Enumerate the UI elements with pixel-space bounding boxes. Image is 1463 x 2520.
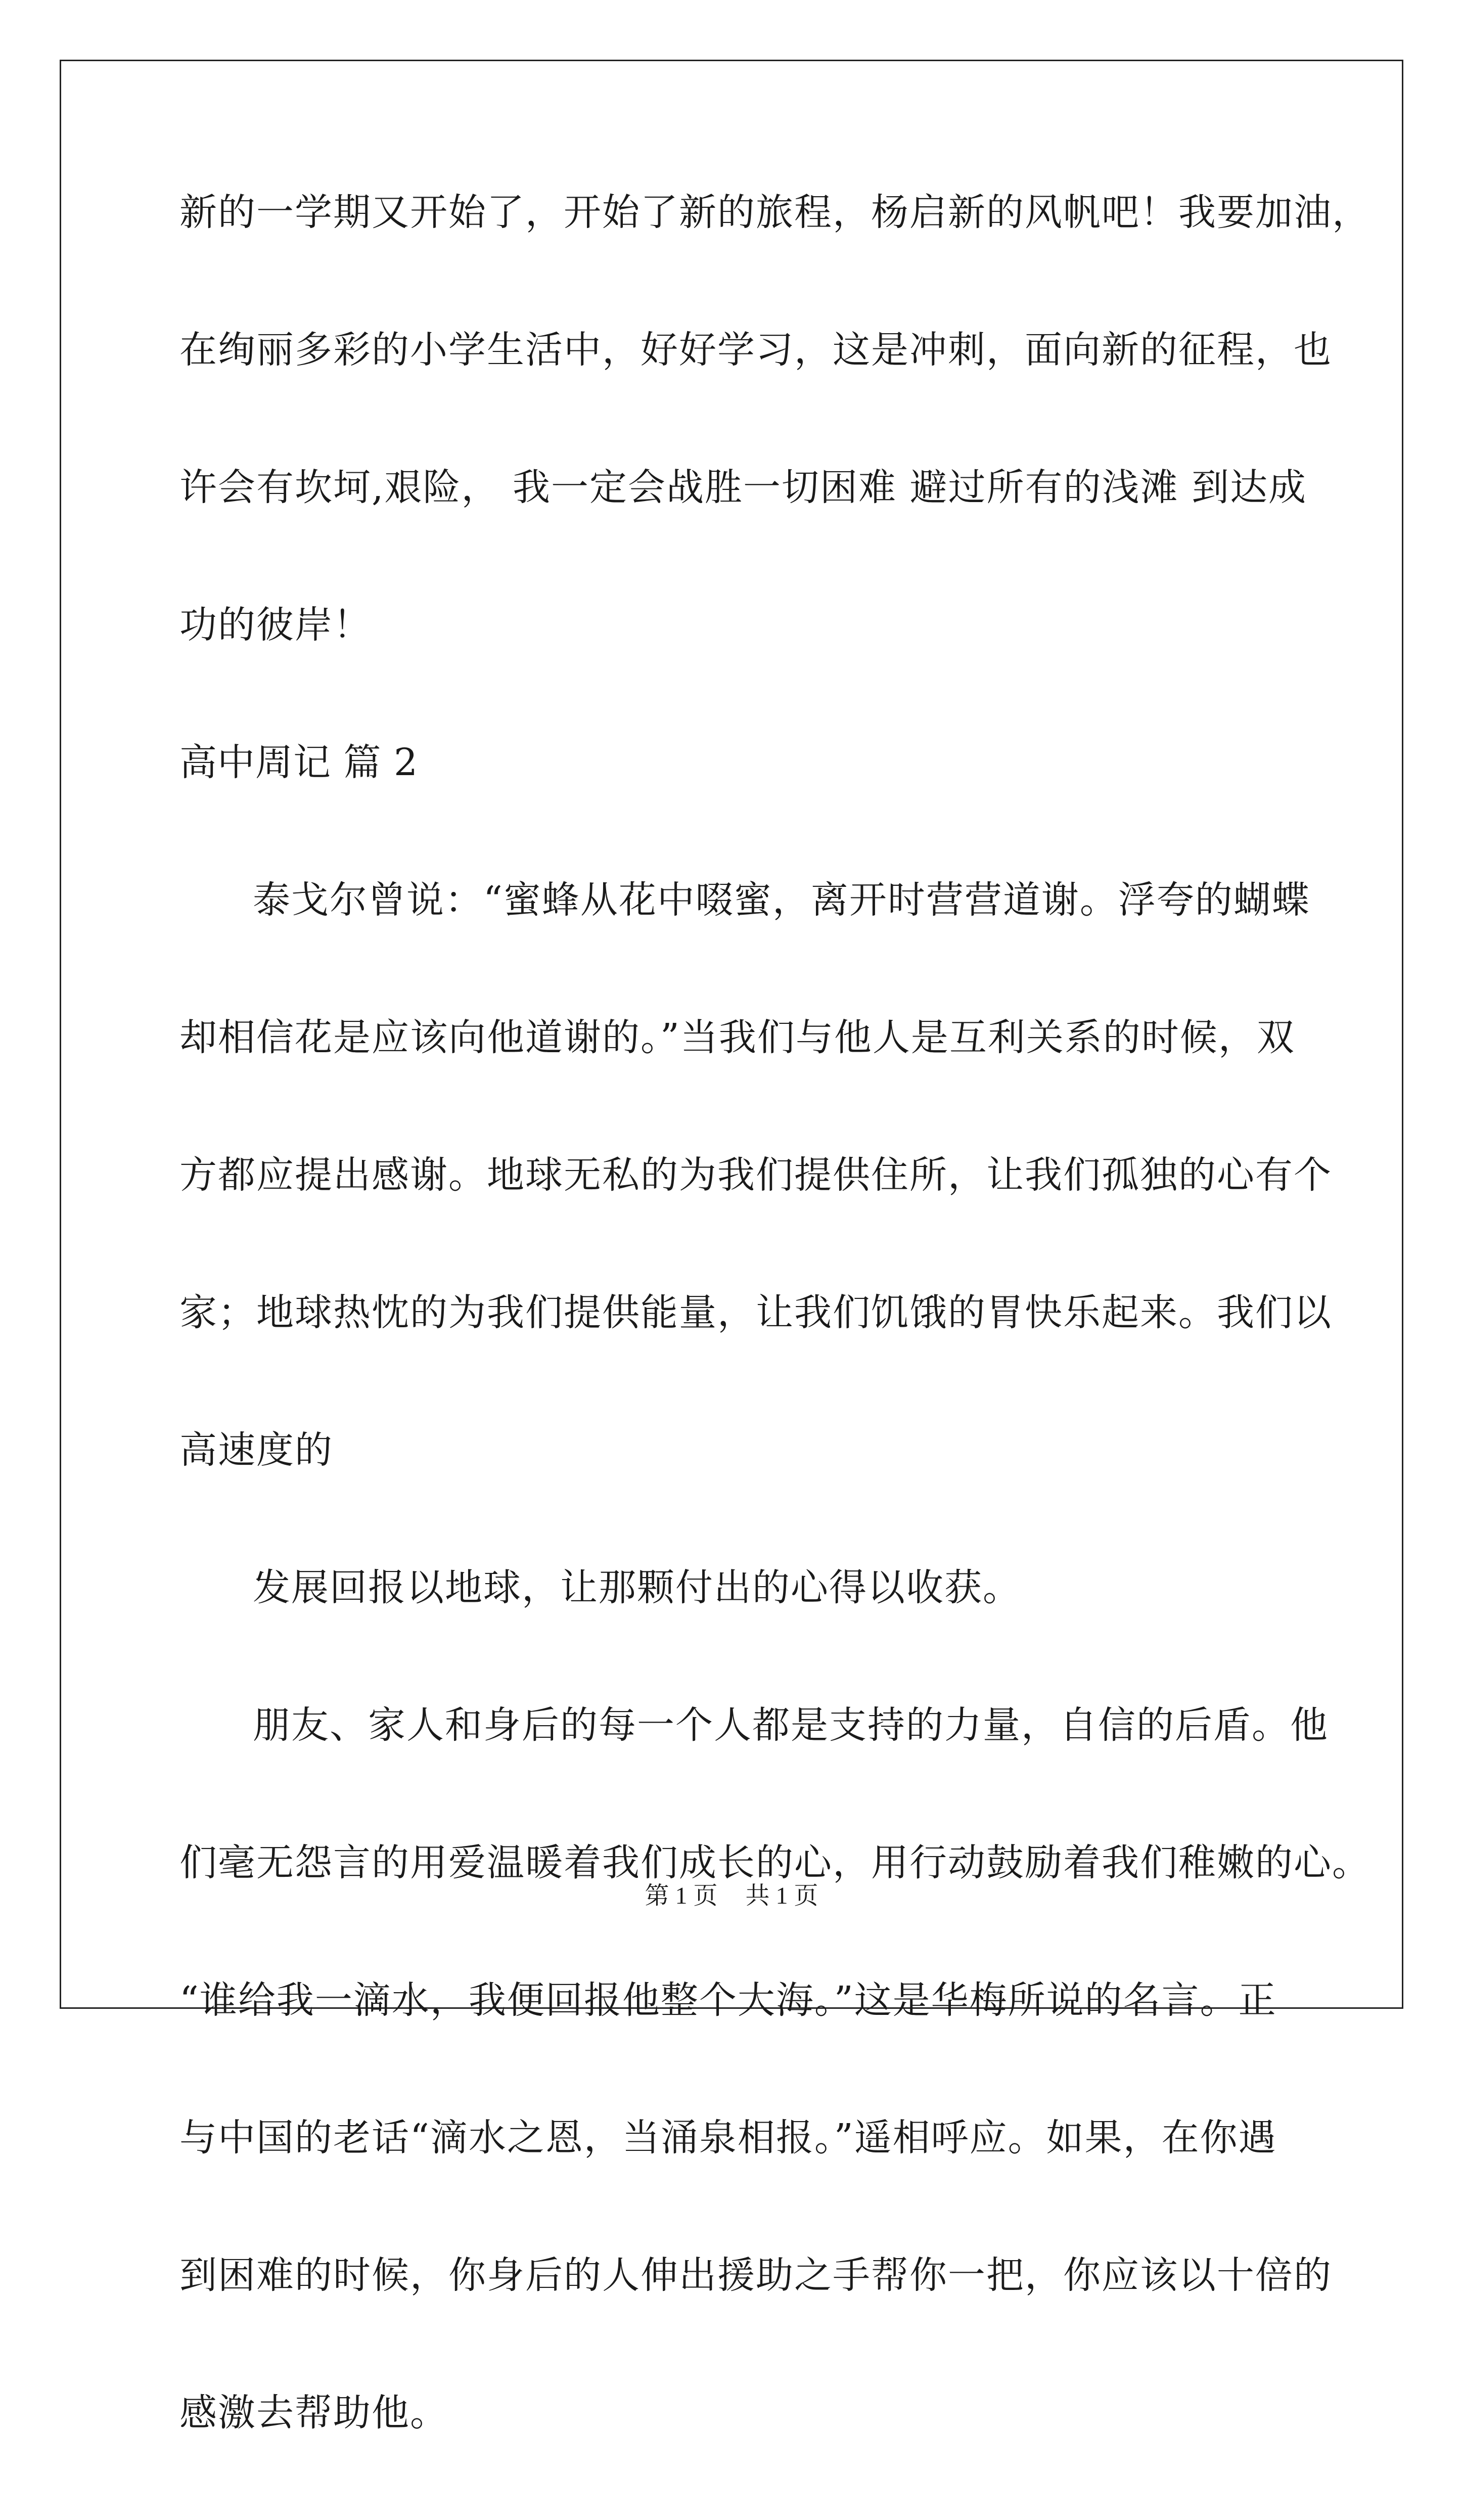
page-total: 共 1 页 xyxy=(745,1882,818,1909)
document-body xyxy=(179,182,1370,2520)
text-line-17: 感激去帮助他。 xyxy=(179,2391,448,2435)
text-line-12: 朋友、家人和身后的每一个人都是支持的力量，自信的后盾。他 xyxy=(253,1703,1329,1747)
text-line-10: 高速度的 xyxy=(179,1428,333,1472)
text-line-2: 在绚丽多彩的小学生活中，好好学习，这是冲刺，面向新的征程，也 xyxy=(179,328,1332,372)
text-line-15: 与中国的老话“滴水之恩，当涌泉相报。”遥相呼应。如果，在你遇 xyxy=(179,2116,1277,2159)
text-line-3: 许会有坎坷,艰险， 我一定会战胜一切困难 避过所有的浅滩 到达成 xyxy=(179,466,1307,509)
text-line-4: 功的彼岸！ xyxy=(179,603,372,647)
text-line-16: 到困难的时候，你身后的人伸出援助之手帮你一把，你应该以十倍的 xyxy=(179,2254,1332,2297)
text-line-11: 发展回报以地球，让那颗付出的心得以收获。 xyxy=(253,1566,1021,1609)
page-number: 第 1 页 xyxy=(645,1882,718,1909)
text-line-8: 方都应提出感谢。地球无私的为我们提供住所，让我们孤独的心有个 xyxy=(179,1153,1332,1197)
text-line-14: “谁给我一滴水，我便回报他整个大海。”这是华梅所说的名言。正 xyxy=(179,1978,1277,2022)
text-line-6: 泰戈尔曾说：“蜜蜂从花中啜蜜，离开时营营道谢。浮夸的蝴蝶 xyxy=(253,878,1310,922)
section-heading: 高中周记 篇 2 xyxy=(179,741,419,784)
text-line-9: 家；地球热忱的为我们提供能量，让我们饥饿的胃快乐起来。我们以 xyxy=(179,1291,1332,1334)
text-line-13: 们毫无怨言的用爱温暖着我们成长的心，用行动鼓励着我们稚嫩的心。 xyxy=(179,1841,1370,1884)
text-line-1: 新的一学期又开始了，开始了新的旅程，杨启新的风帆吧！我要加油， xyxy=(179,191,1370,234)
page-footer xyxy=(0,1876,1463,1911)
text-line-7: 却相信花是应该向他道谢的。”当我们与他人是互利关系的时候，双 xyxy=(179,1016,1295,1059)
